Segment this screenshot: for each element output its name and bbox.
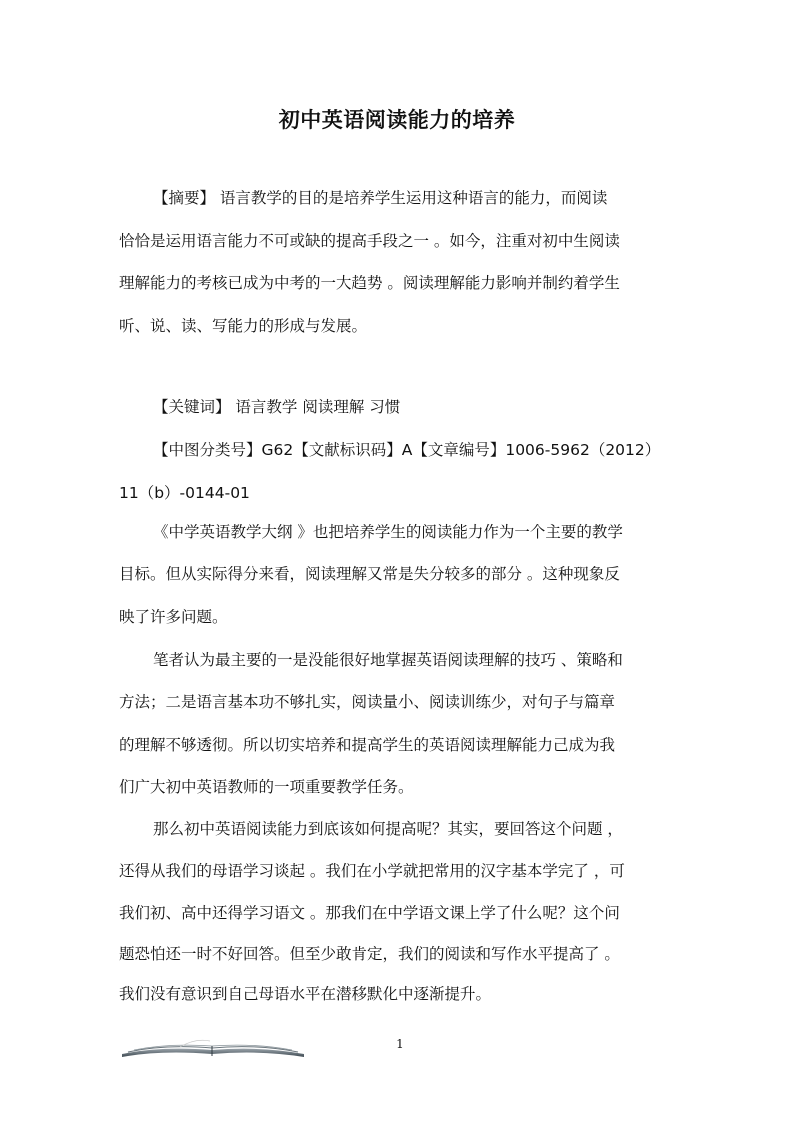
open-book-icon (120, 1034, 306, 1060)
paragraph1-line-1: 《中学英语教学大纲 》也把培养学生的阅读能力作为一个主要的教学 (153, 523, 623, 541)
paragraph2-line-2: 方法；二是语言基本功不够扎实，阅读量小、阅读训练少，对句子与篇章 (119, 693, 616, 711)
paragraph3-line-2: 还得从我们的母语学习谈起 。我们在小学就把常用的汉字基本学完了 ，可 (119, 862, 625, 880)
paragraph1-line-3: 映了许多问题。 (119, 608, 228, 626)
classification-line-1: 【中图分类号】G62【文献标识码】A【文章编号】1006-5962（2012） (153, 441, 661, 459)
paragraph3-line-5: 我们没有意识到自己母语水平在潜移默化中逐渐提升。 (119, 985, 492, 1003)
abstract-line-2: 恰恰是运用语言能力不可或缺的提高手段之一 。如今，注重对初中生阅读 (119, 232, 620, 250)
abstract-line-4: 听、说、读、写能力的形成与发展。 (119, 317, 368, 335)
paragraph2-line-3: 的理解不够透彻。所以切实培养和提高学生的英语阅读理解能力己成为我 (119, 736, 616, 754)
keywords-line: 【关键词】 语言教学 阅读理解 习惯 (153, 398, 401, 416)
document-title: 初中英语阅读能力的培养 (278, 108, 516, 132)
abstract-line-1: 【摘要】 语言教学的目的是培养学生运用这种语言的能力，而阅读 (153, 189, 608, 207)
abstract-line-3: 理解能力的考核已成为中考的一大趋势 。阅读理解能力影响并制约着学生 (119, 274, 620, 292)
paragraph1-line-2: 目标。但从实际得分来看，阅读理解又常是失分较多的部分 。这种现象反 (119, 565, 620, 583)
paragraph2-line-1: 笔者认为最主要的一是没能很好地掌握英语阅读理解的技巧 、策略和 (153, 651, 623, 669)
paragraph3-line-1: 那么初中英语阅读能力到底该如何提高呢？其实，要回答这个问题 ， (153, 820, 623, 838)
page-number: 1 (396, 1037, 404, 1051)
classification-line-2: 11（b）-0144-01 (119, 484, 250, 502)
paragraph3-line-4: 题恐怕还一时不好回答。但至少敢肯定，我们的阅读和写作水平提高了 。 (119, 945, 620, 963)
paragraph3-line-3: 我们初、高中还得学习语文 。那我们在中学语文课上学了什么呢？这个问 (119, 904, 620, 922)
paragraph2-line-4: 们广大初中英语教师的一项重要教学任务。 (119, 778, 414, 796)
